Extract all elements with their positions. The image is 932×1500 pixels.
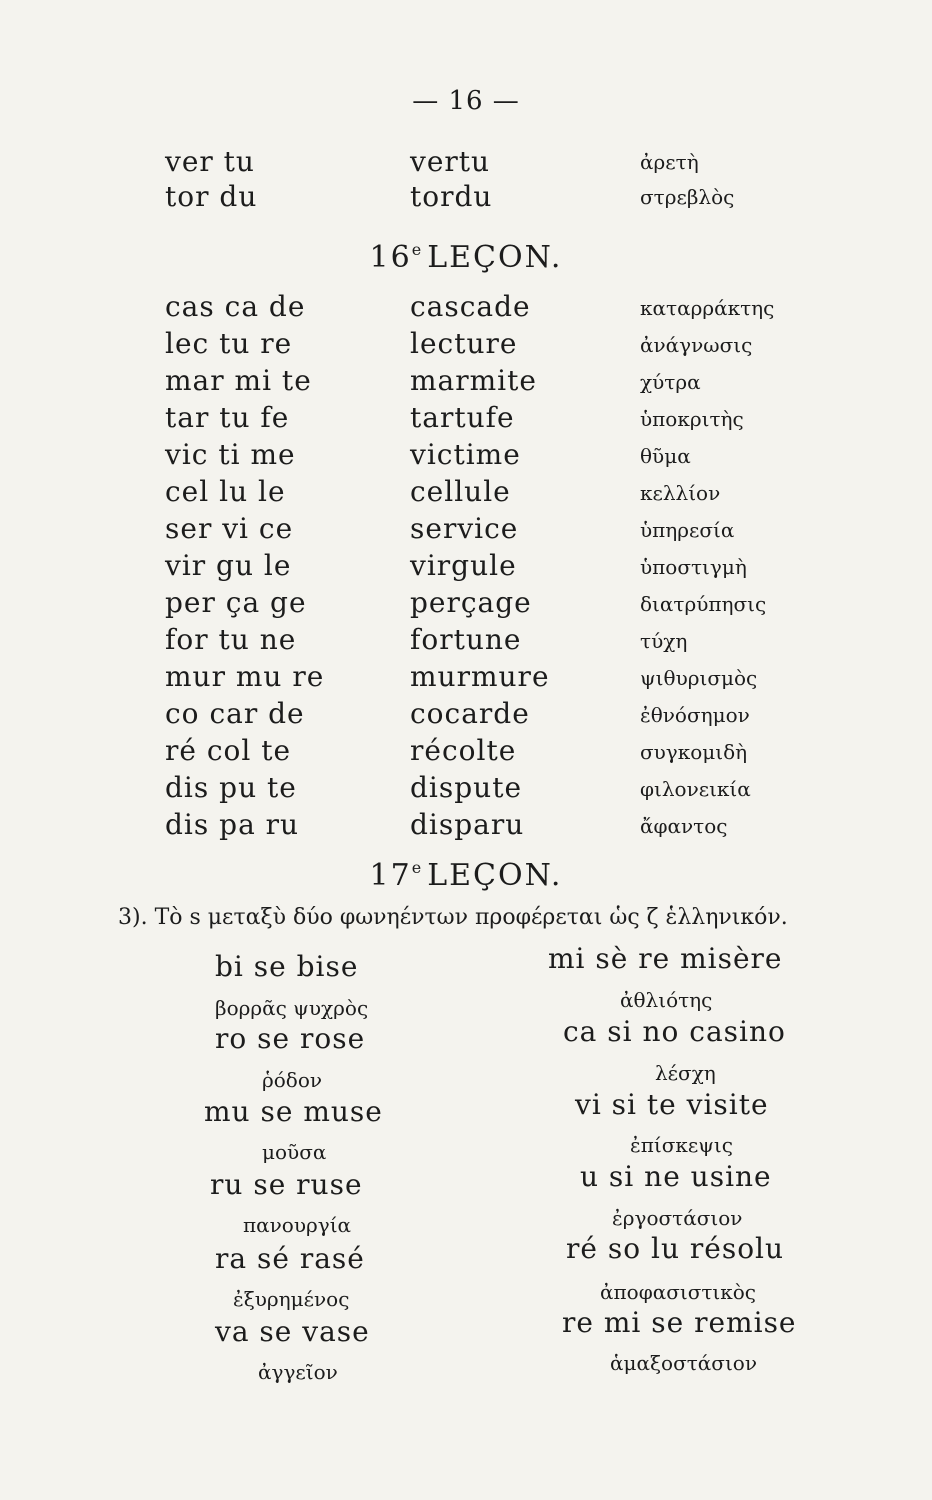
pronunciation-rule: 3). Τὸ s μεταξὺ δύο φωνηέντων προφέρεται ὡς ζ ἑλληνικόν. bbox=[118, 905, 788, 930]
example-translation: βορρᾶς ψυχρὸς bbox=[215, 996, 369, 1020]
lesson-number: 16 bbox=[369, 240, 412, 275]
greek-cell: ἄφαντος bbox=[640, 814, 728, 838]
word-cell: murmure bbox=[410, 660, 550, 693]
greek-cell: χύτρα bbox=[640, 370, 701, 394]
greek-cell: καταρράκτης bbox=[640, 296, 775, 320]
example-translation: πανουργία bbox=[243, 1213, 352, 1237]
word-cell: cellule bbox=[410, 475, 511, 508]
word-cell: récolte bbox=[410, 734, 517, 767]
word-cell: vertu bbox=[410, 145, 491, 178]
greek-cell: ἀνάγνωσις bbox=[640, 333, 753, 357]
word-cell: cascade bbox=[410, 290, 531, 323]
example-word: va se vase bbox=[215, 1315, 370, 1348]
word-cell: service bbox=[410, 512, 519, 545]
greek-cell: κελλίον bbox=[640, 481, 721, 505]
word-cell: tartufe bbox=[410, 401, 515, 434]
example-translation: μοῦσα bbox=[262, 1140, 327, 1164]
syllable-cell: tar tu fe bbox=[165, 401, 290, 434]
syllable-cell: cas ca de bbox=[165, 290, 306, 323]
example-translation: ἐπίσκεψις bbox=[630, 1133, 733, 1157]
example-word: vi si te visite bbox=[575, 1088, 769, 1121]
example-translation: ἀθλιότης bbox=[620, 988, 713, 1012]
example-translation: ἀγγεῖον bbox=[258, 1360, 338, 1384]
greek-cell: διατρύπησις bbox=[640, 592, 767, 616]
syllable-cell: dis pu te bbox=[165, 771, 297, 804]
syllable-cell: per ça ge bbox=[165, 586, 307, 619]
greek-cell: φιλονεικία bbox=[640, 777, 751, 801]
syllable-cell: vir gu le bbox=[165, 549, 292, 582]
lesson-ordinal: e bbox=[411, 858, 422, 877]
lesson-label: LEÇON. bbox=[427, 858, 563, 893]
example-translation: ἐργοστάσιον bbox=[612, 1206, 743, 1230]
example-translation: ῥόδον bbox=[262, 1068, 323, 1092]
example-word: ca si no casino bbox=[563, 1015, 786, 1048]
example-word: re mi se remise bbox=[562, 1306, 797, 1339]
syllable-cell: dis pa ru bbox=[165, 808, 300, 841]
example-word: mi sè re misère bbox=[548, 942, 783, 975]
example-word: bi se bise bbox=[215, 950, 359, 983]
syllable-cell: lec tu re bbox=[165, 327, 293, 360]
lesson-label: LEÇON. bbox=[427, 240, 563, 275]
syllable-cell: cel lu le bbox=[165, 475, 286, 508]
greek-cell: στρεβλὸς bbox=[640, 185, 735, 209]
syllable-cell: ver tu bbox=[165, 145, 255, 178]
word-cell: dispute bbox=[410, 771, 523, 804]
greek-cell: ἀρετὴ bbox=[640, 150, 699, 174]
syllable-cell: vic ti me bbox=[165, 438, 296, 471]
word-cell: perçage bbox=[410, 586, 532, 619]
word-cell: virgule bbox=[410, 549, 517, 582]
lesson-17-heading bbox=[0, 858, 932, 893]
greek-cell: συγκομιδὴ bbox=[640, 740, 748, 764]
example-translation: λέσχη bbox=[655, 1061, 716, 1085]
greek-cell: ὑποκριτὴς bbox=[640, 407, 744, 431]
syllable-cell: for tu ne bbox=[165, 623, 297, 656]
word-cell: victime bbox=[410, 438, 521, 471]
greek-cell: ὑποστιγμὴ bbox=[640, 555, 747, 579]
page-number: — 16 — bbox=[412, 86, 520, 116]
greek-cell: ψιθυρισμὸς bbox=[640, 666, 758, 690]
example-word: ro se rose bbox=[215, 1022, 366, 1055]
example-translation: ἀποφασιστικὸς bbox=[600, 1280, 756, 1304]
lesson-number: 17 bbox=[369, 858, 412, 893]
word-cell: marmite bbox=[410, 364, 537, 397]
example-translation: ἐξυρημένος bbox=[233, 1287, 350, 1311]
greek-cell: θῦμα bbox=[640, 444, 691, 468]
syllable-cell: tor du bbox=[165, 180, 258, 213]
word-cell: fortune bbox=[410, 623, 522, 656]
syllable-cell: co car de bbox=[165, 697, 305, 730]
example-translation: ἁμαξοστάσιον bbox=[610, 1351, 757, 1375]
syllable-cell: mur mu re bbox=[165, 660, 325, 693]
greek-cell: τύχη bbox=[640, 629, 688, 653]
lesson-16-heading bbox=[0, 240, 932, 275]
word-cell: cocarde bbox=[410, 697, 530, 730]
example-word: mu se muse bbox=[204, 1095, 383, 1128]
word-cell: tordu bbox=[410, 180, 493, 213]
syllable-cell: ré col te bbox=[165, 734, 292, 767]
word-cell: disparu bbox=[410, 808, 525, 841]
example-word: u si ne usine bbox=[580, 1160, 772, 1193]
syllable-cell: ser vi ce bbox=[165, 512, 294, 545]
lesson-ordinal: e bbox=[411, 240, 422, 259]
greek-cell: ὑπηρεσία bbox=[640, 518, 735, 542]
word-cell: lecture bbox=[410, 327, 518, 360]
example-word: ra sé rasé bbox=[215, 1242, 365, 1275]
greek-cell: ἐθνόσημον bbox=[640, 703, 750, 727]
example-word: ré so lu résolu bbox=[566, 1232, 785, 1265]
example-word: ru se ruse bbox=[210, 1168, 363, 1201]
syllable-cell: mar mi te bbox=[165, 364, 312, 397]
